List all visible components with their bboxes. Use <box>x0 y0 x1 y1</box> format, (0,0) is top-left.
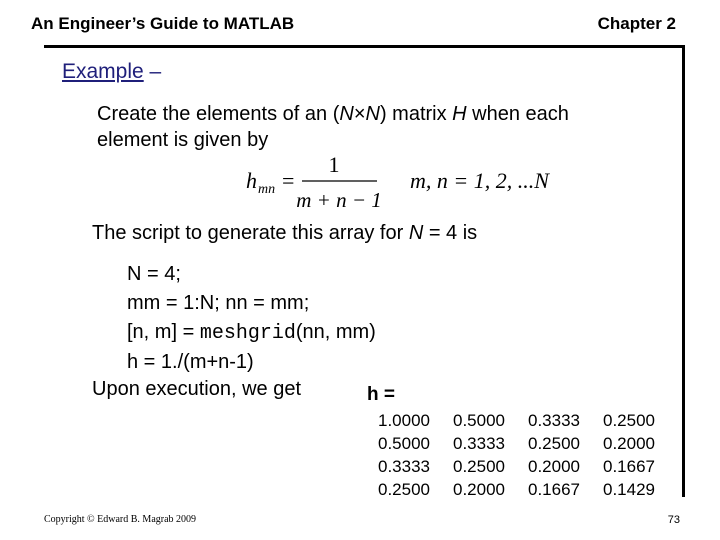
example-heading <box>62 60 161 84</box>
matrix-cell: 0.3333 <box>528 410 580 430</box>
matrix-cell: 0.5000 <box>378 433 430 453</box>
matrix-cell: 0.5000 <box>453 410 505 430</box>
matrix-cell: 0.2000 <box>453 479 505 499</box>
script-intro-n: N <box>408 222 424 244</box>
copyright-notice: Copyright © Edward B. Magrab 2009 <box>44 514 197 525</box>
intro-seg-n2: N <box>365 103 380 125</box>
intro-seg-n: N <box>339 103 354 125</box>
formula-equals: = <box>282 168 295 193</box>
formula-subscript: mn <box>258 182 276 197</box>
formula-range: m, n = 1, 2, ...N <box>410 168 549 193</box>
matrix-row <box>378 478 678 501</box>
upon-execution-text: Upon execution, we get <box>92 378 302 400</box>
intro-seg-end: when each <box>466 103 569 125</box>
matrix-label: h = <box>367 384 395 405</box>
formula-lhs: h <box>246 168 257 193</box>
code-line: h = 1./(m+n-1) <box>127 351 254 373</box>
script-intro-end: = 4 is <box>423 222 478 244</box>
code-line: mm = 1:N; nn = mm; <box>127 292 310 314</box>
script-intro-text <box>92 222 477 245</box>
matrix-cell: 0.2500 <box>378 479 430 499</box>
intro-text <box>97 101 569 153</box>
code-line: N = 4; <box>127 263 181 285</box>
chapter-label: Chapter 2 <box>597 14 676 33</box>
formula-numerator: 1 <box>328 152 340 177</box>
intro-seg-mid: ) matrix <box>379 103 453 125</box>
matrix-cell: 1.0000 <box>378 410 430 430</box>
matrix-row <box>378 455 678 478</box>
intro-line-2: element is given by <box>97 129 269 151</box>
matrix-cell: 0.2500 <box>603 410 655 430</box>
code-seg: [n, m] = <box>127 321 200 343</box>
code-func-meshgrid: meshgrid <box>199 322 296 345</box>
matrix-cell: 0.3333 <box>378 456 430 476</box>
matrix-cell: 0.2000 <box>603 433 655 453</box>
code-seg: (nn, mm) <box>295 321 376 343</box>
hmn-formula <box>244 150 554 214</box>
matrix-cell: 0.1667 <box>528 479 580 499</box>
intro-line-1 <box>97 101 569 127</box>
header-title: An Engineer’s Guide to MATLAB <box>31 14 295 33</box>
example-word: Example <box>62 60 144 83</box>
page-number: 73 <box>667 514 680 526</box>
matrix-cell: 0.1429 <box>603 479 655 499</box>
matrix-cell: 0.2500 <box>528 433 580 453</box>
matrix-cell: 0.2000 <box>528 456 580 476</box>
code-line <box>127 318 376 348</box>
example-dash: – <box>143 60 162 83</box>
intro-seg: Create the elements of an ( <box>97 103 340 125</box>
matrix-row <box>378 409 678 432</box>
matrix-cell: 0.3333 <box>453 433 505 453</box>
script-intro-seg: The script to generate this array for <box>92 222 409 244</box>
formula-denominator: m + n − 1 <box>296 188 382 212</box>
intro-seg-times: × <box>353 103 366 125</box>
code-block <box>127 260 376 377</box>
matrix-row <box>378 432 678 455</box>
matrix-cell: 0.1667 <box>603 456 655 476</box>
result-matrix <box>378 409 678 501</box>
matrix-cell: 0.2500 <box>453 456 505 476</box>
intro-seg-h: H <box>452 103 467 125</box>
